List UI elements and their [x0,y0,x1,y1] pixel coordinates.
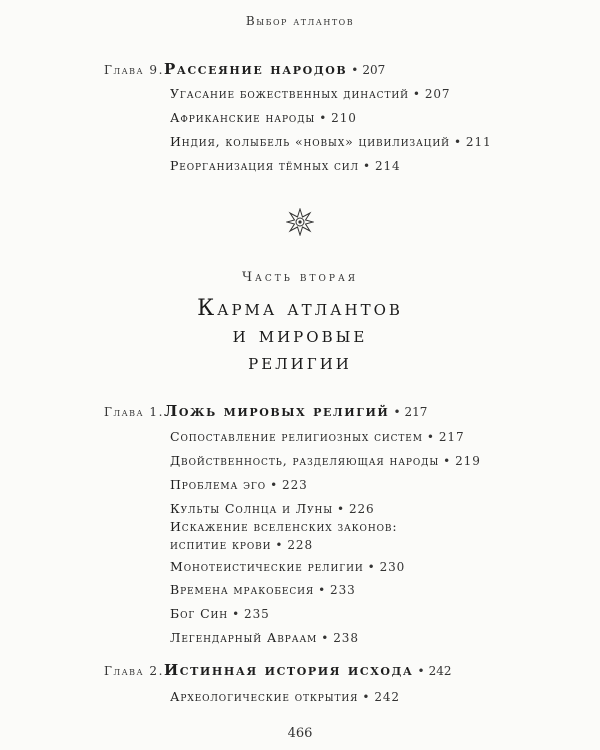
part-title: Карма атлантов и мировые религии [197,296,403,375]
toc-entry: Африканские народы • 210 [170,110,357,125]
toc-entry: Искажение вселенских законов: испитие крови • 228 [170,519,398,552]
chapter-number: Глава 2. [104,664,164,678]
running-header: Выбор атлантов [245,14,355,28]
chapter-title: Истинная история исхода [164,661,414,679]
chapter-1-heading: Глава 1.Ложь мировых религий • 217 [104,402,428,420]
chapter-page: 207 [362,63,386,77]
toc-entry: Реорганизация тёмных сил • 214 [170,158,401,173]
chapter-9-heading: Глава 9.Рассеяние народов • 207 [104,60,386,78]
toc-entry: Индия, колыбель «новых» цивилизаций • 211 [170,134,492,149]
toc-entry: Времена мракобесия • 233 [170,582,356,597]
chapter-title: Ложь мировых религий [164,402,390,420]
chapter-page: 217 [404,405,428,419]
star-flower-icon [286,208,314,236]
toc-entry: Археологические открытия • 242 [170,689,400,704]
toc-entry: Монотеистические религии • 230 [170,559,406,574]
toc-entry: Угасание божественных династий • 207 [170,86,451,101]
toc-entry: Сопоставление религиозных систем • 217 [170,429,465,444]
chapter-title: Рассеяние народов [164,60,348,78]
chapter-number: Глава 9. [104,63,164,77]
chapter-number: Глава 1. [104,405,164,419]
toc-entry: Двойственность, разделяющая народы • 219 [170,453,481,468]
part-label: Часть вторая [241,270,359,285]
chapter-2-heading: Глава 2.Истинная история исхода • 242 [104,661,452,679]
chapter-page: 242 [428,664,452,678]
toc-entry: Легендарный Авраам • 238 [170,630,359,645]
toc-entry: Культы Солнца и Луны • 226 [170,501,375,516]
toc-entry: Бог Син • 235 [170,606,270,621]
page-number: 466 [287,726,313,741]
toc-entry: Проблема эго • 223 [170,477,308,492]
